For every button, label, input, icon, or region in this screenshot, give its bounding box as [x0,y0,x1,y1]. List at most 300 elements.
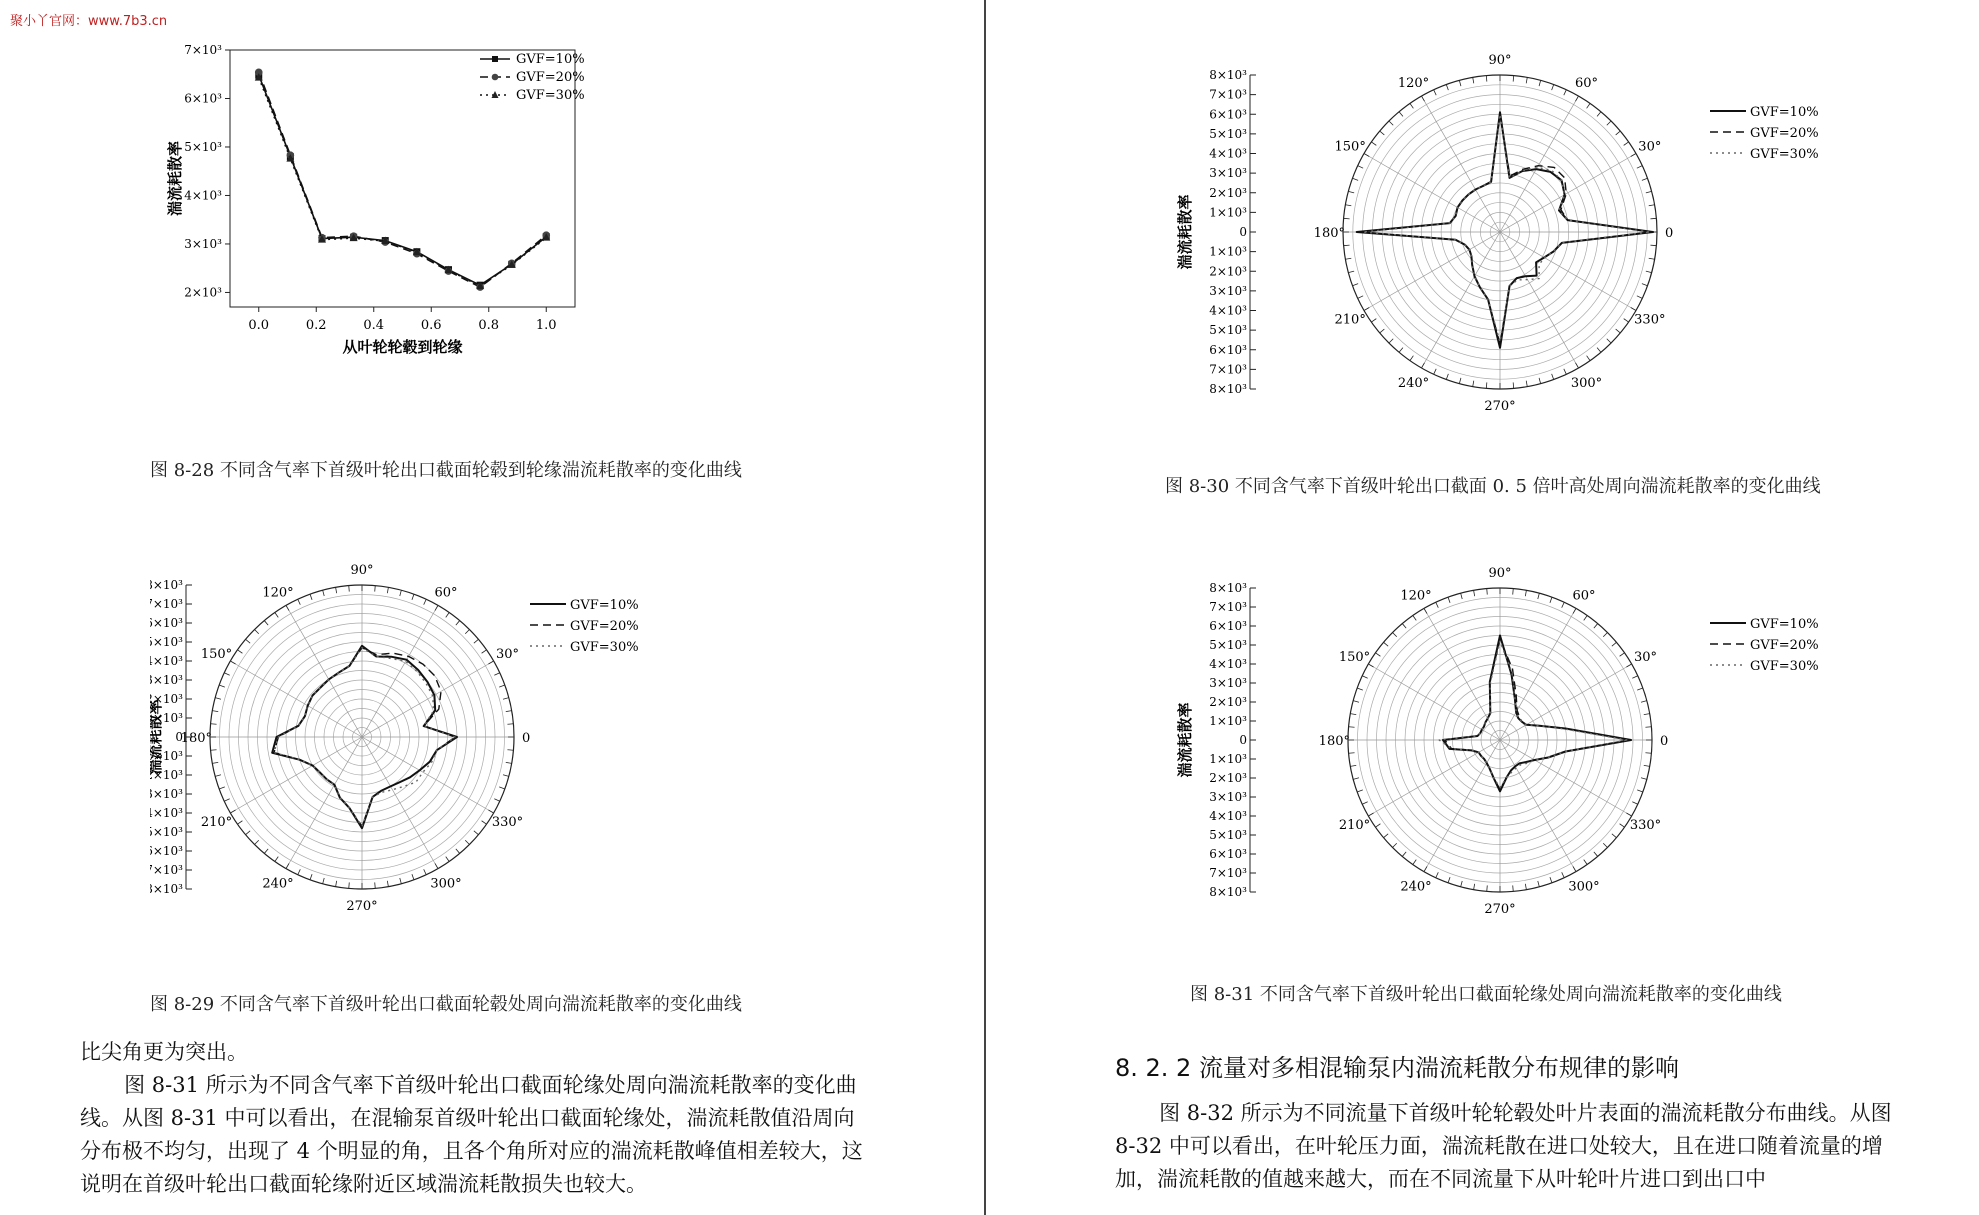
radial-tick-label: 2×10³ [1209,185,1247,200]
polar-tick [1459,378,1461,384]
polar-tick [230,810,235,813]
fig30-svg [1170,8,1870,463]
polar-tick [1587,356,1590,361]
figure-8-31 [1170,528,1870,968]
polar-tick [1436,602,1439,607]
polar-tick [219,787,225,789]
polar-tick [246,831,251,835]
y-tick-label: 2×10³ [184,285,222,300]
polar-tick [1603,843,1607,847]
y-tick-label: 4×10³ [184,188,222,203]
angle-label: 30° [1638,139,1662,155]
polar-tick [435,863,438,868]
angle-label: 270° [1484,902,1516,917]
polar-tick [1393,843,1397,847]
angle-label: 0 [1660,734,1669,749]
y-tick-label: 6×10³ [184,91,222,106]
polar-tick [1352,178,1358,180]
radial-tick-label: 2×10³ [1209,771,1247,785]
polar-tick [1446,374,1448,380]
polar-tick [1353,701,1359,703]
polar-tick [507,724,513,725]
polar-tick [1637,688,1643,690]
polar-tick [1399,112,1403,117]
polar-tick [1612,642,1617,646]
polar-tick [212,762,218,763]
right-body-text [1115,1097,1915,1196]
polar-tick [1616,329,1621,333]
polar-tick [1371,142,1376,145]
angle-label: 270° [1484,399,1516,414]
radial-tick-label: 0 [1239,733,1247,747]
polar-tick [298,599,301,604]
polar-tick [1513,382,1514,388]
polar-tick [499,685,505,687]
fig31-svg [1170,528,1870,968]
angle-label: 270° [346,899,378,914]
angle-label: 240° [262,876,294,892]
polar-tick [219,685,225,687]
polar-tick [286,863,289,868]
polar-tick [1448,877,1450,883]
legend-label: GVF=10% [1750,617,1819,632]
legend-label: GVF=30% [570,640,639,655]
radial-tick-label: 4×10³ [1209,303,1247,318]
polar-tick [1637,166,1642,169]
polar-tick [1436,872,1439,877]
polar-tick [1422,96,1425,101]
polar-tick [246,639,251,643]
polar-tick [456,849,460,854]
x-tick-label: 0.6 [420,318,442,333]
polar-tick [482,650,487,653]
polar-tick [264,849,268,854]
angle-label: 0 [1665,226,1674,241]
radial-tick-label: ×10³ [152,768,183,782]
angle-label: 180° [180,731,212,746]
radial-tick-label: 8×10³ [1209,68,1247,82]
legend-label: GVF=20% [1750,126,1819,141]
watermark: 聚小丫官网：www.7b3.cn [10,14,168,29]
radial-tick-label: 3×10³ [1209,283,1247,298]
polar-tick [1552,84,1554,90]
polar-tick [1550,597,1552,603]
polar-tick [1650,218,1656,219]
polar-tick [1358,296,1363,299]
angle-label: 210° [1334,312,1366,328]
polar-tick [1539,80,1541,86]
polar-tick [474,831,479,835]
polar-tick [215,698,221,700]
section-title: 8. 2. 2 流量对多相混输泵内湍流耗散分布规律的影响 [1115,1054,1679,1082]
polar-tick [264,621,268,626]
angle-label: 150° [200,647,233,662]
left-body-text [80,1036,875,1201]
polar-tick [1461,881,1463,887]
polar-tick [1562,602,1565,607]
polar-tick [211,724,217,725]
angle-label: 60° [1574,76,1599,92]
radial-tick-label: 8×10³ [1209,581,1247,595]
polar-tick [1573,866,1576,871]
polar-tick [1526,381,1527,387]
radial-tick-label: ×10³ [152,882,183,896]
radial-tick-label: ×10³ [152,711,183,725]
polar-tick [1345,258,1351,259]
polar-tick [1424,866,1427,871]
polar-tick [1641,778,1647,780]
polar-tick [323,590,325,596]
radial-tick-label: ×10³ [152,749,183,763]
polar-tick [1646,271,1652,273]
angle-label: 300° [1570,375,1603,391]
angle-label: 180° [1318,734,1350,749]
radial-tick-label: ×10³ [152,787,183,801]
polar-tick [503,775,509,777]
radial-tick-label: ×10³ [152,654,183,668]
angle-label: 180° [1313,226,1345,241]
angle-label: 120° [1400,588,1432,604]
polar-tick [1357,790,1363,792]
angle-label: 30° [495,647,520,662]
polar-tick [1513,885,1514,891]
polar-tick [1473,381,1474,387]
angle-label: 150° [1338,650,1371,665]
polar-tick [494,673,499,676]
legend-label: GVF=10% [1750,105,1819,120]
angle-label: 90° [1488,53,1512,68]
polar-tick [1459,80,1461,86]
polar-tick [435,605,438,610]
radial-tick-label: 3×10³ [1209,790,1247,804]
polar-tick [1474,884,1475,890]
polar-tick [1486,76,1487,82]
polar-tick [400,878,402,884]
polar-tick [1393,633,1397,637]
polar-tick [1413,615,1416,620]
polar-tick [1597,112,1601,117]
series-line [1443,636,1631,792]
polar-tick [1538,593,1540,599]
polar-tick [1642,178,1648,180]
angle-label: 210° [1338,818,1371,833]
radial-tick-label: 3×10³ [1209,166,1247,181]
angle-label: 30° [1633,650,1658,665]
polar-tick [1637,296,1642,299]
polar-tick [1646,191,1652,193]
polar-tick [1410,356,1413,361]
polar-tick [1368,813,1373,816]
angle-label: 90° [350,563,374,578]
polar-tick [1564,369,1567,374]
polar-tick [1413,860,1416,865]
fig28-caption: 图 8-28 不同含气率下首级叶轮出口截面轮毂到轮缘湍流耗散率的变化曲线 [150,460,742,481]
polar-tick [1402,624,1406,629]
radial-tick-label: ×10³ [152,578,183,592]
polar-tick [387,587,388,593]
radial-tick-label: ×10³ [152,673,183,687]
polar-tick [1620,653,1625,656]
radial-tick-label: 2×10³ [1209,264,1247,279]
polar-tick [1526,77,1527,83]
radial-tick-label: ×10³ [152,597,183,611]
polar-tick [1422,363,1425,368]
polar-tick [1375,824,1380,827]
radial-tick-label: ×10³ [152,825,183,839]
polar-tick [1539,378,1541,384]
polar-tick [1371,319,1376,322]
polar-tick [412,874,414,880]
y-axis-label: 湍流耗散率 [166,140,184,217]
legend-label: GVF=30% [516,88,585,103]
polar-tick [255,840,259,844]
polar-tick [1550,877,1552,883]
polar-tick [1350,714,1356,715]
polar-tick [212,711,218,712]
polar-tick [1612,834,1617,838]
polar-tick [1513,76,1514,82]
fig29-svg [150,525,800,965]
radial-tick-label: 1×10³ [1209,244,1247,259]
polar-tick [1486,382,1487,388]
polar-tick [1594,852,1598,857]
radial-tick-label: 4×10³ [1209,146,1247,161]
polar-tick [1644,714,1650,715]
fig31-caption: 图 8-31 不同含气率下首级叶轮出口截面轮缘处周向湍流耗散率的变化曲线 [1190,984,1782,1005]
radial-tick-label: 0 [175,730,183,744]
polar-tick [1353,778,1359,780]
polar-tick [1345,205,1351,206]
radial-tick-label: 5×10³ [1209,323,1247,338]
radial-tick-label: 8×10³ [1209,885,1247,899]
polar-tick [1631,308,1636,311]
y-axis-label: 湍流耗散率 [150,699,164,775]
polar-tick [1624,142,1629,145]
polar-tick [211,750,217,751]
polar-tick [310,874,312,880]
polar-tick [237,650,242,653]
polar-tick [1487,885,1488,891]
polar-tick [1538,881,1540,887]
polar-tick [1631,154,1636,157]
polar-tick [1384,642,1389,646]
polar-tick [1645,753,1651,754]
angle-label: 330° [1629,818,1662,833]
polar-tick [1362,802,1367,805]
right-paragraph: 图 8-32 所示为不同流量下首级叶轮轮毂处叶片表面的湍流耗散分布曲线。从图 8-32 中可以看出，在叶轮压力面，湍流耗散在进口处较大，且在进口随着流量的增加，湍流耗散的值越来越大，而在不同流量下从叶轮叶片进口到出口中 [1115,1101,1892,1191]
angle-label: 90° [1488,566,1512,581]
polar-tick [1380,131,1385,135]
polar-tick [1375,653,1380,656]
angle-label: 330° [1634,312,1666,328]
radial-tick-label: 5×10³ [1209,638,1247,652]
x-tick-label: 0.4 [363,318,385,333]
radial-tick-label: ×10³ [152,863,183,877]
polar-tick [375,882,376,888]
polar-tick [482,821,487,824]
polar-tick [1603,633,1607,637]
polar-tick [1587,103,1590,108]
radial-tick-label: 5×10³ [1209,828,1247,842]
polar-tick [1644,765,1650,766]
radial-tick-label: 3×10³ [1209,676,1247,690]
polar-tick [1649,205,1655,206]
polar-tick [1424,608,1427,613]
radial-tick-label: 7×10³ [1209,600,1247,614]
polar-tick [1632,676,1637,679]
polar-tick [286,605,289,610]
radial-tick-label: 0 [1239,225,1247,239]
polar-tick [1513,589,1514,595]
polar-tick [237,821,242,824]
radial-tick-label: 6×10³ [1209,342,1247,357]
polar-tick [1448,597,1450,603]
radial-tick-label: ×10³ [152,616,183,630]
y-tick-label: 3×10³ [184,236,222,251]
legend-label: GVF=10% [570,598,639,613]
angle-label: 150° [1334,139,1366,155]
polar-tick [1350,765,1356,766]
y-tick-label: 7×10³ [184,45,222,57]
polar-tick [503,698,509,700]
legend-label: GVF=10% [516,52,585,67]
radial-tick-label: ×10³ [152,844,183,858]
y-tick-label: 5×10³ [184,139,222,154]
radial-tick-label: 7×10³ [1209,87,1247,102]
radial-tick-label: 5×10³ [1209,126,1247,141]
angle-label: 240° [1397,375,1430,391]
polar-tick [494,799,499,802]
radial-tick-label: 1×10³ [1209,752,1247,766]
angle-label: 120° [262,585,294,601]
angle-label: 0 [522,731,531,746]
polar-tick [1624,319,1629,322]
figure-8-30 [1170,8,1870,463]
polar-tick [1594,624,1598,629]
polar-tick [488,661,493,664]
polar-tick [1344,218,1350,219]
polar-tick [1642,284,1648,286]
angle-label: 330° [491,815,524,830]
polar-tick [1607,339,1611,343]
polar-tick [1474,590,1475,596]
polar-tick [474,639,479,643]
polar-tick [1650,245,1656,246]
polar-tick [336,881,337,887]
fig28-svg [150,45,750,445]
polar-tick [1645,727,1651,728]
polar-tick [499,787,505,789]
polar-tick [465,840,469,844]
legend-label: GVF=30% [1750,659,1819,674]
polar-tick [1626,664,1631,667]
polar-tick [349,586,350,592]
radial-tick-label: 2×10³ [1209,695,1247,709]
polar-tick [1607,121,1611,125]
polar-tick [336,587,337,593]
angle-label: 60° [434,585,458,601]
radial-tick-label: 6×10³ [1209,619,1247,633]
polar-tick [507,750,513,751]
polar-tick [1446,84,1448,90]
y-axis-label: 湍流耗散率 [1176,702,1194,778]
polar-tick [1358,166,1363,169]
radial-tick-label: 8×10³ [1209,382,1247,396]
polar-tick [310,594,312,600]
polar-tick [1434,90,1437,95]
polar-tick [323,878,325,884]
angle-label: 300° [1568,879,1600,895]
polar-tick [1357,688,1363,690]
polar-tick [1649,258,1655,259]
polar-tick [275,612,278,617]
x-tick-label: 0.2 [305,318,327,333]
polar-tick [1641,701,1647,703]
polar-tick [506,711,512,712]
polar-tick [424,599,427,604]
angle-label: 60° [1572,588,1596,604]
polar-tick [1576,96,1579,101]
angle-label: 210° [200,815,233,830]
polar-tick [1389,121,1393,125]
radial-tick-label: ×10³ [152,692,183,706]
left-line-1: 比尖角更为突出。 [80,1040,248,1064]
polar-tick [1362,676,1367,679]
radial-tick-label: ×10³ [152,806,183,820]
polar-tick [349,882,350,888]
polar-tick [275,857,278,862]
fig30-caption: 图 8-30 不同含气率下首级叶轮出口截面 0. 5 倍叶高处周向湍流耗散率的变化曲线 [1165,476,1821,497]
polar-tick [1552,374,1554,380]
left-paragraph: 图 8-31 所示为不同含气率下首级叶轮出口截面轮缘处周向湍流耗散率的变化曲线。从图 8-31 中可以看出，在混输泵首级叶轮出口截面轮缘处，湍流耗散值沿周向分布极不均匀，出现了 4 个明显的角，且各个角所对应的湍流耗散峰值相差较大，这说明在首级叶轮出口截面轮缘附近区域湍流耗散损失也较大。 [80,1073,863,1196]
radial-tick-label: 7×10³ [1209,362,1247,377]
radial-tick-label: 4×10³ [1209,657,1247,671]
polar-tick [446,612,449,617]
series-line [1439,641,1627,787]
legend-label: GVF=20% [1750,638,1819,653]
polar-tick [465,630,469,634]
polar-tick [1349,753,1355,754]
polar-tick [298,869,301,874]
series-line [259,72,547,287]
polar-tick [424,869,427,874]
polar-tick [1573,608,1576,613]
legend-label: GVF=20% [516,70,585,85]
polar-tick [1584,615,1587,620]
polar-tick [1473,77,1474,83]
radial-tick-label: 1×10³ [1209,714,1247,728]
polar-tick [1349,727,1355,728]
polar-tick [1344,245,1350,246]
x-axis-label: 从叶轮轮毂到轮缘 [342,338,463,356]
polar-tick [1564,90,1567,95]
polar-tick [1487,589,1488,595]
series-line [259,78,547,287]
series-line [259,75,547,285]
polar-tick [1399,348,1403,353]
polar-tick [1525,884,1526,890]
x-tick-label: 0.8 [478,318,500,333]
polar-tick [1461,593,1463,599]
polar-tick [1562,872,1565,877]
polar-tick [446,857,449,862]
fig29-caption: 图 8-29 不同含气率下首级叶轮出口截面轮毂处周向湍流耗散率的变化曲线 [150,994,742,1015]
polar-tick [387,881,388,887]
polar-tick [1402,852,1406,857]
polar-tick [224,673,229,676]
polar-tick [488,810,493,813]
polar-tick [412,594,414,600]
